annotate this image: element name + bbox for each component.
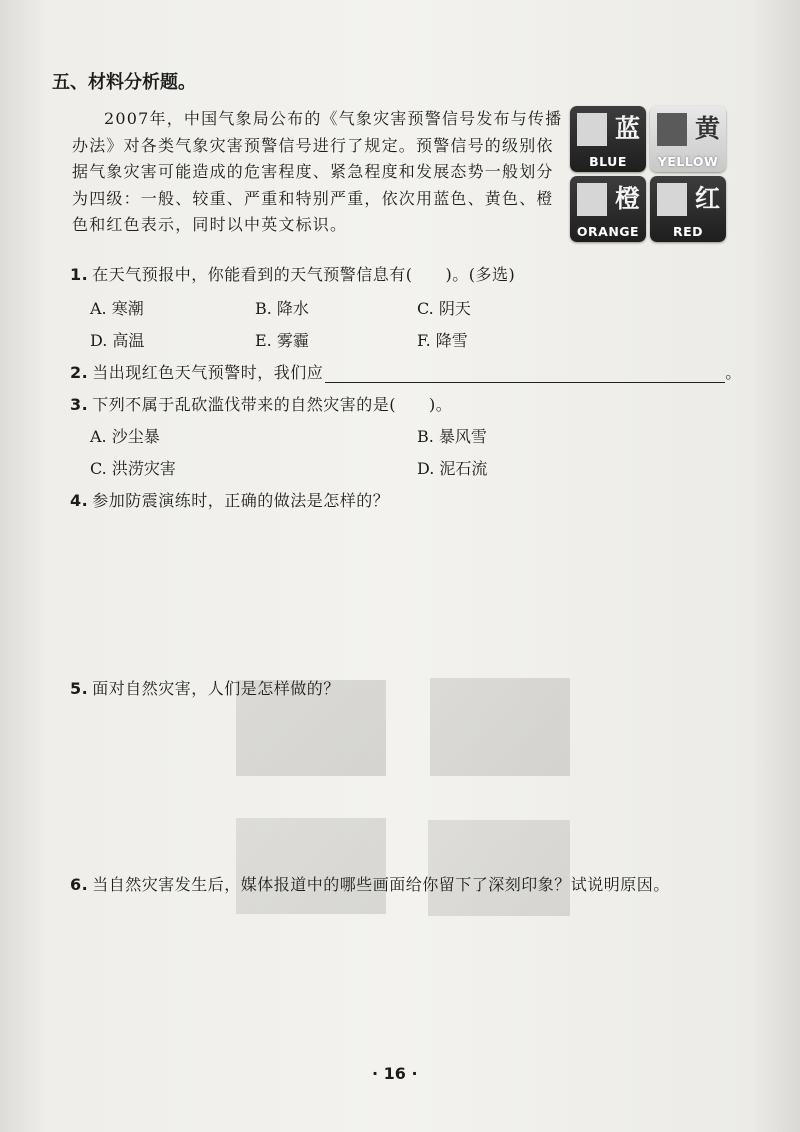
question-number: 3. [70, 395, 89, 414]
bleed-through-photo [428, 820, 570, 916]
question-6 [70, 872, 670, 895]
signal-cn-label: 红 [694, 184, 720, 213]
question-text: 当自然灾害发生后，媒体报道中的哪些画面给你留下了深刻印象？试说明原因。 [92, 875, 670, 894]
option[interactable]: F. 降雪 [417, 331, 468, 350]
question-number: 6. [70, 875, 89, 894]
question-number: 1. [70, 265, 89, 284]
question-2 [70, 360, 742, 383]
sentence-end: 。 [725, 363, 742, 382]
signal-square [577, 183, 607, 216]
question-5 [70, 676, 340, 699]
yellow-signal-icon [650, 106, 726, 172]
option[interactable]: C. 阴天 [417, 299, 471, 318]
question-text: 下列不属于乱砍滥伐带来的自然灾害的是( )。 [92, 395, 453, 414]
question-number: 4. [70, 491, 89, 510]
question-text: 参加防震演练时，正确的做法是怎样的？ [92, 491, 390, 510]
question-number: 5. [70, 679, 89, 698]
signal-square [657, 113, 687, 146]
signal-en-label: BLUE [589, 154, 627, 169]
option[interactable]: A. 寒潮 [90, 299, 144, 318]
option[interactable]: B. 降水 [255, 299, 309, 318]
option[interactable]: D. 泥石流 [417, 459, 488, 478]
signal-en-label: YELLOW [657, 154, 719, 169]
blue-signal-icon [570, 106, 646, 172]
signal-cn-label: 橙 [614, 184, 640, 213]
signal-square [657, 183, 687, 216]
option[interactable]: A. 沙尘暴 [90, 427, 160, 446]
question-3 [70, 392, 452, 415]
question-4 [70, 488, 389, 511]
red-signal-icon [650, 176, 726, 242]
warning-signal-icons [570, 106, 726, 246]
option[interactable]: B. 暴风雪 [417, 427, 487, 446]
signal-cn-label: 黄 [694, 114, 720, 143]
question-1 [70, 262, 515, 285]
page-number: · 16 · [372, 1064, 418, 1083]
question-number: 2. [70, 363, 89, 382]
orange-signal-icon [570, 176, 646, 242]
signal-square [577, 113, 607, 146]
bleed-through-photo [430, 678, 570, 776]
option[interactable]: E. 雾霾 [255, 331, 309, 350]
intro-paragraph [72, 106, 564, 239]
option[interactable]: C. 洪涝灾害 [90, 459, 176, 478]
option[interactable]: D. 高温 [90, 331, 145, 350]
bleed-through-photo [236, 818, 386, 914]
intro-text: 2007年，中国气象局公布的《气象灾害预警信号发布与传播办法》对各类气象灾害预警信号进行了规定。预警信号的级别依据气象灾害可能造成的危害程度、紧急程度和发展态势一般划分为四级：一般、较重、严重和特别严重，依次用蓝色、黄色、橙色和红色表示，同时以中英文标识。 [72, 109, 563, 234]
question-text: 面对自然灾害，人们是怎样做的？ [92, 679, 340, 698]
signal-en-label: ORANGE [576, 224, 640, 239]
signal-en-label: RED [672, 224, 704, 239]
signal-cn-label: 蓝 [614, 114, 640, 143]
question-text: 当出现红色天气预警时，我们应 [92, 363, 324, 382]
section-title: 五、材料分析题。 [52, 72, 196, 93]
question-text: 在天气预报中，你能看到的天气预警信息有( )。(多选) [92, 265, 516, 284]
answer-blank[interactable] [325, 366, 725, 383]
